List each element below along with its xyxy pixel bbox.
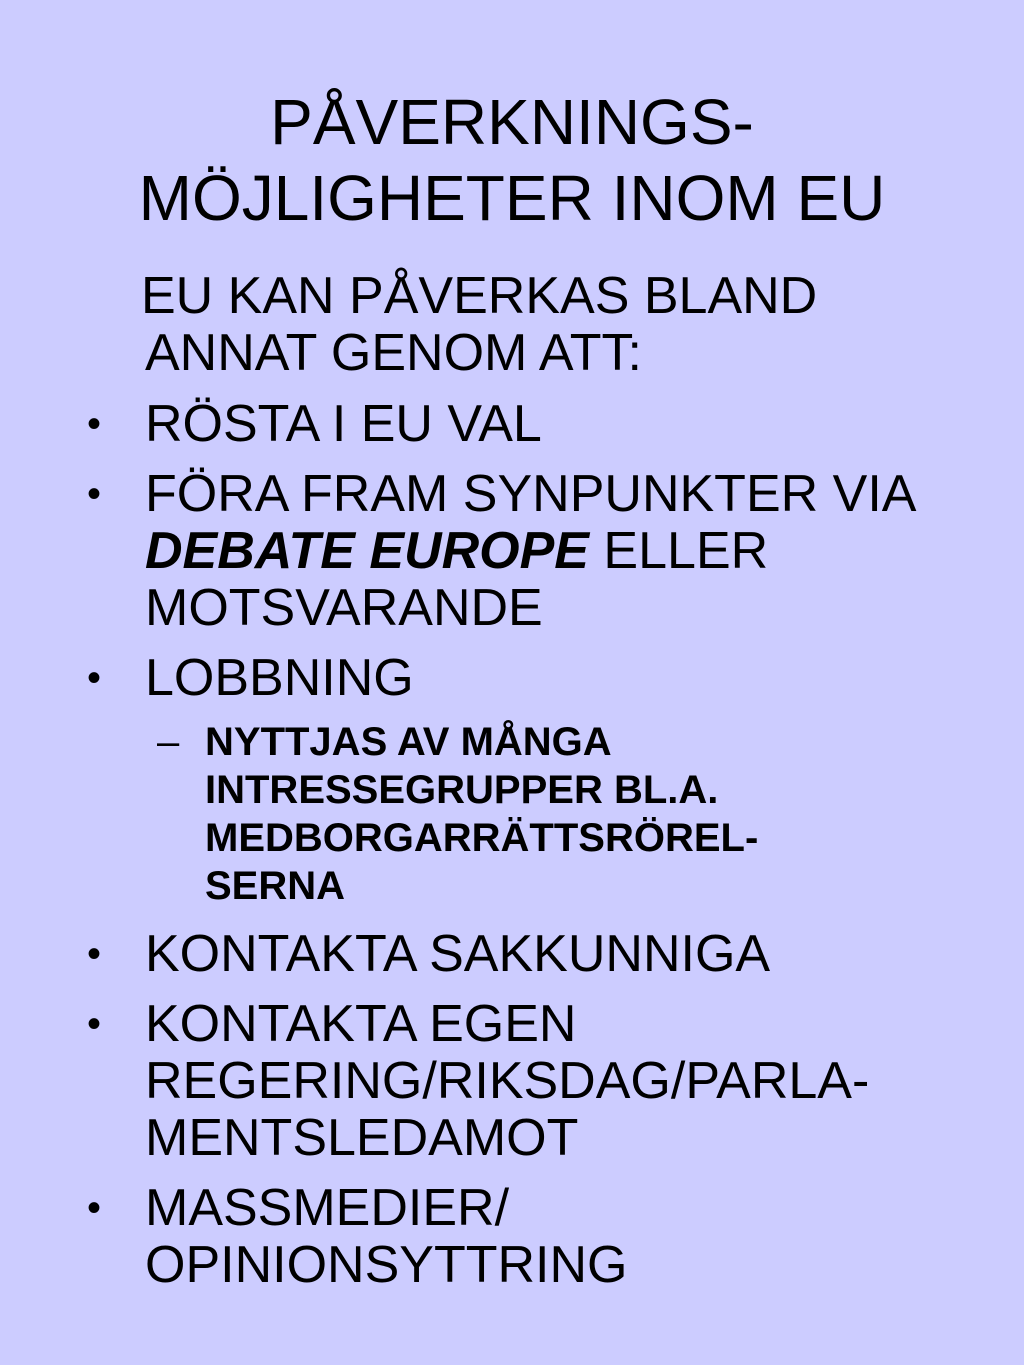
sub-bullet-line-3: MEDBORGARRÄTTSRÖREL- (205, 816, 759, 860)
bullet-text-line-2 (145, 523, 965, 580)
title-line-2: MÖJLIGHETER INOM EU (138, 162, 886, 234)
bullet-text: LOBBNING (145, 649, 414, 707)
debate-europe-emphasis: DEBATE EUROPE (145, 522, 589, 580)
bullet-item-experts (87, 925, 965, 983)
slide-title (0, 84, 1024, 236)
intro-text (141, 267, 965, 382)
dash-icon: – (157, 720, 180, 764)
bullet-text-line-2: REGERING/RIKSDAG/PARLA- (145, 1052, 870, 1110)
bullet-text-continuation: ELLER (588, 522, 769, 580)
bullet-text-line-1: KONTAKTA EGEN (145, 995, 577, 1053)
intro-line-1: EU KAN PÅVERKAS BLAND (141, 267, 818, 325)
bullet-text-line-1: MASSMEDIER/ (145, 1179, 510, 1237)
bullet-text: FÖRA FRAM SYNPUNKTER VIA (145, 465, 917, 523)
bullet-item-vote (87, 395, 965, 453)
bullet-dot-icon: • (87, 402, 102, 446)
bullet-item-lobbying (87, 649, 965, 707)
bullet-dot-icon: • (87, 1186, 102, 1230)
bullet-dot-icon: • (87, 1002, 102, 1046)
bullet-text: RÖSTA I EU VAL (145, 395, 542, 453)
bullet-text-line-3: MOTSVARANDE (145, 579, 543, 637)
sub-bullet-line-4: SERNA (205, 864, 346, 908)
bullet-dot-icon: • (87, 472, 102, 516)
bullet-dot-icon: • (87, 656, 102, 700)
bullet-item-debate-europe (87, 465, 965, 637)
bullet-text: KONTAKTA SAKKUNNIGA (145, 925, 771, 983)
sub-bullet-line-2: INTRESSEGRUPPER BL.A. (205, 768, 719, 812)
bullet-item-mass-media (87, 1179, 965, 1294)
intro-line-2: ANNAT GENOM ATT: (145, 324, 642, 382)
sub-bullet-line-1: NYTTJAS AV MÅNGA (205, 720, 612, 764)
bullet-item-government (87, 995, 965, 1167)
bullet-dot-icon: • (87, 932, 102, 976)
bullet-text-line-2: OPINIONSYTTRING (145, 1236, 628, 1294)
title-line-1: PÅVERKNINGS- (270, 86, 754, 158)
sub-bullet-item (157, 718, 985, 910)
bullet-text-line-3: MENTSLEDAMOT (145, 1109, 579, 1167)
